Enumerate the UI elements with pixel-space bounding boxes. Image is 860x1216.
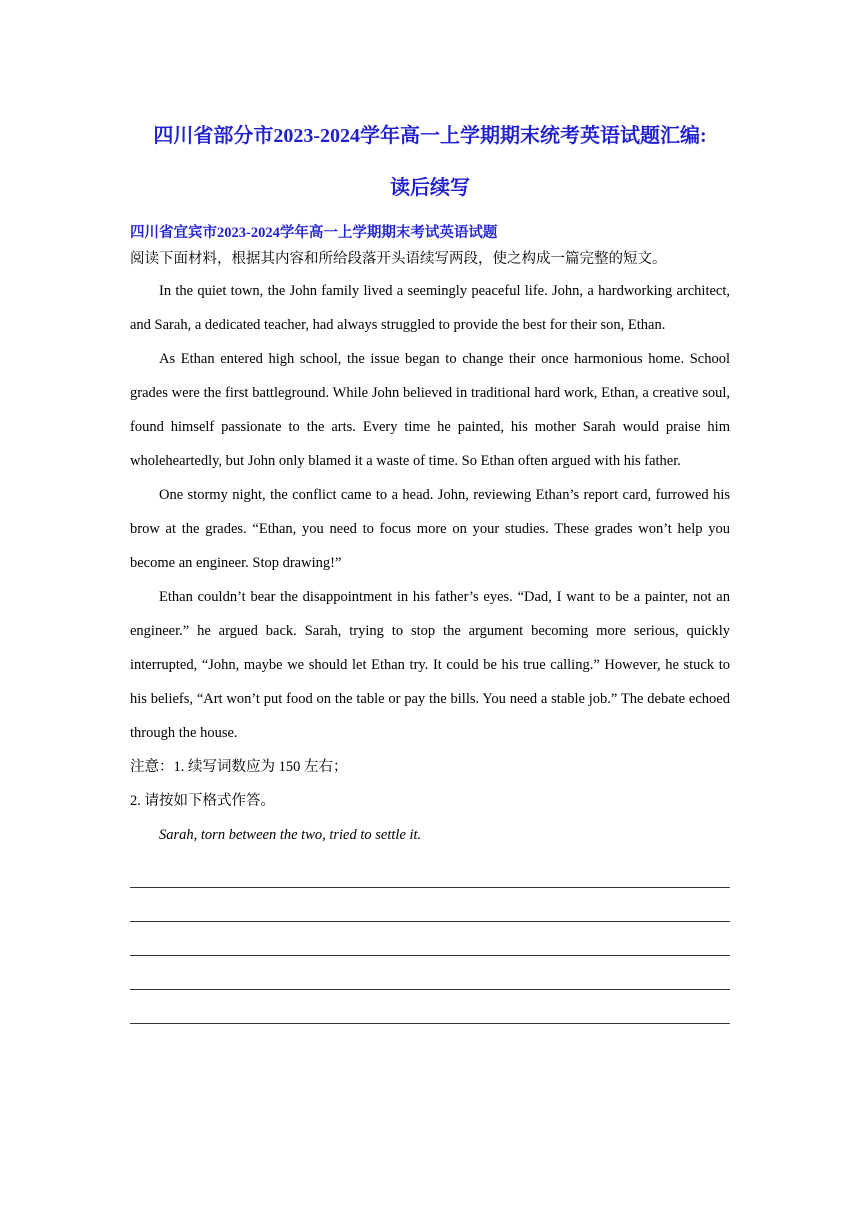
story-paragraph-3: One stormy night, the conflict came to a head. John, reviewing Ethan’s report card, furrowed his brow at the grades. “Ethan, you need to focus more on your studies. These grades won’t help you become an engineer. Stop drawing!” <box>130 487 730 571</box>
document-title-line-1: 四川省部分市2023-2024学年高一上学期期末统考英语试题汇编: <box>153 125 707 147</box>
story-paragraph-2: As Ethan entered high school, the issue began to change their once harmonious home. School grades were the first battleground. While John believed in traditional hard work, Ethan, a creative soul, found himself passionate to the arts. Every time he painted, his mother Sarah would praise him wholeheartedly, but John only blamed it a waste of time. So Ethan often argued with his father. <box>130 351 730 469</box>
note-word-count: 注意：1. 续写词数应为 150 左右； <box>130 759 348 775</box>
continuation-starter: Sarah, torn between the two, tried to settle it. <box>159 827 422 843</box>
answer-line[interactable] <box>130 922 730 956</box>
task-instruction: 阅读下面材料，根据其内容和所给段落开头语续写两段，使之构成一篇完整的短文。 <box>130 251 667 267</box>
story-paragraph-4: Ethan couldn’t bear the disappointment in his father’s eyes. “Dad, I want to be a painter, not an engineer.” he argued back. Sarah, trying to stop the argument becoming more serious, quickly interrupted, “John, maybe we should let Ethan try. It could be his true calling.” However, he stuck to his beliefs, “Art won’t put food on the table or pay the bills. You need a stable job.” The debate echoed through the house. <box>130 589 730 741</box>
answer-line[interactable] <box>130 888 730 922</box>
answer-line[interactable] <box>130 990 730 1024</box>
exam-source-heading: 四川省宜宾市2023-2024学年高一上学期期末考试英语试题 <box>130 225 498 241</box>
note-format: 2. 请按如下格式作答。 <box>130 793 275 809</box>
story-paragraph-1: In the quiet town, the John family lived a seemingly peaceful life. John, a hardworking architect, and Sarah, a dedicated teacher, had always struggled to provide the best for their son, Ethan. <box>130 283 730 333</box>
answer-lines <box>130 854 730 1024</box>
answer-line[interactable] <box>130 956 730 990</box>
document-page <box>130 110 730 1024</box>
document-title-line-2: 读后续写 <box>390 177 470 199</box>
answer-line[interactable] <box>130 854 730 888</box>
